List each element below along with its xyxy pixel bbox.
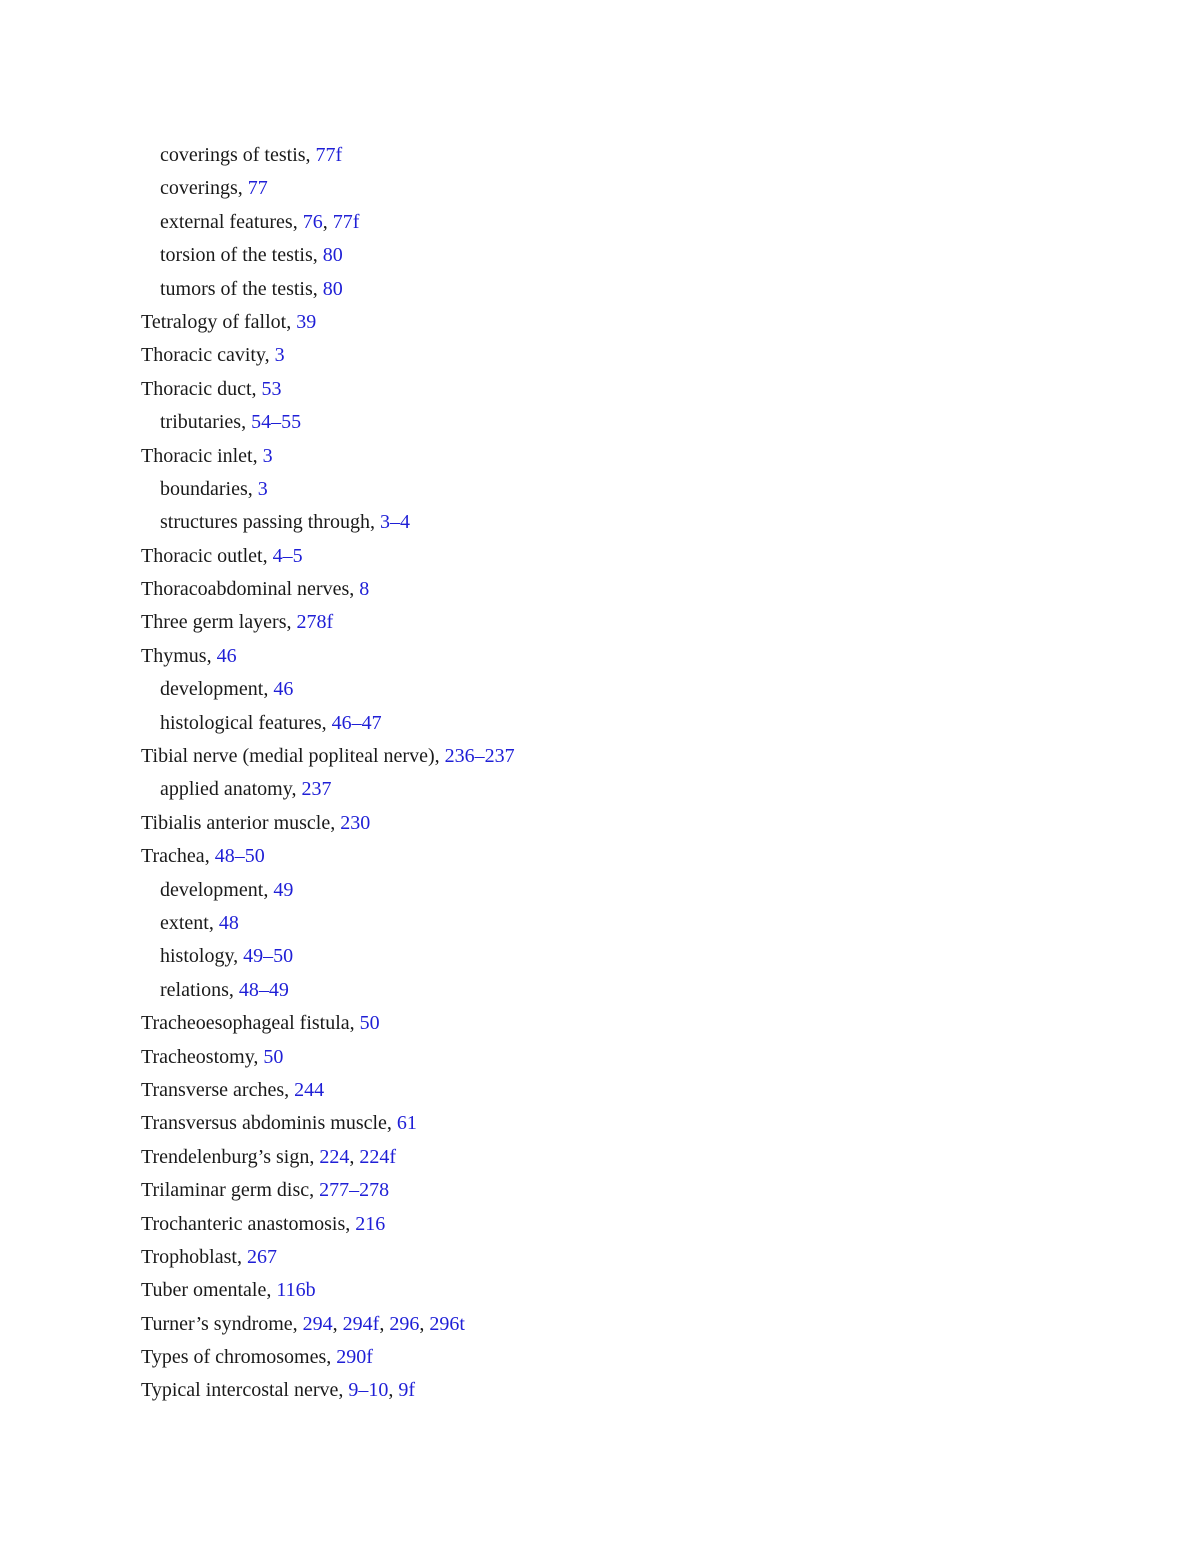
page-reference-link[interactable]: 9f (398, 1379, 416, 1402)
index-entry: Trochanteric anastomosis, 216 (141, 1212, 386, 1235)
index-subentry: coverings of testis, 77f (160, 144, 343, 166)
index-term: coverings (160, 177, 238, 200)
index-term: Thoracoabdominal nerves (141, 578, 350, 601)
index-term: Tetralogy of fallot (141, 310, 287, 333)
page-reference-link[interactable]: 48–49 (238, 978, 289, 1001)
index-term: Trendelenburg’s sign (141, 1145, 310, 1168)
page-reference-link[interactable]: 61 (396, 1112, 417, 1135)
page-reference-link[interactable]: 224f (359, 1145, 397, 1168)
page-reference-link[interactable]: 4–5 (272, 544, 303, 567)
index-term: development (160, 878, 264, 901)
index-entry: Transversus abdominis muscle, 61 (141, 1112, 417, 1135)
index-term: torsion of the testis (160, 244, 313, 267)
page-reference-link[interactable]: 48–50 (214, 845, 265, 868)
index-term: Turner’s syndrome (141, 1312, 293, 1335)
index-term: boundaries (160, 477, 248, 500)
page-reference-link[interactable]: 3 (262, 444, 273, 467)
page-reference-link[interactable]: 39 (296, 310, 317, 333)
index-entry: Thoracic duct, 53 (141, 377, 282, 400)
page-reference-link[interactable]: 53 (261, 377, 282, 400)
index-term: external features (160, 210, 293, 233)
index-entry: Trilaminar germ disc, 277–278 (141, 1179, 390, 1202)
page-reference-link[interactable]: 49 (273, 878, 294, 901)
index-entry: Tetralogy of fallot, 39 (141, 310, 317, 333)
index-term: applied anatomy (160, 778, 292, 801)
page-reference-link[interactable]: 230 (340, 811, 371, 834)
index-subentry: applied anatomy, 237 (160, 778, 332, 801)
page-reference-link[interactable]: 77 (247, 177, 268, 200)
page-reference-link[interactable]: 3–4 (379, 511, 410, 534)
index-entry-list (141, 139, 515, 1408)
index-term: Transversus abdominis muscle (141, 1112, 387, 1135)
index-term: Transverse arches (141, 1078, 285, 1101)
index-subentry: boundaries, 3 (160, 477, 268, 500)
index-entry: Transverse arches, 244 (141, 1078, 325, 1101)
index-term: Tracheostomy (141, 1045, 254, 1068)
index-entry: Typical intercostal nerve, 9–10, 9f (141, 1379, 416, 1402)
page-reference-link[interactable]: 116b (276, 1279, 316, 1302)
page-reference-link[interactable]: 76 (302, 210, 323, 233)
index-term: Trilaminar germ disc (141, 1179, 310, 1202)
index-subentry: development, 46 (160, 678, 294, 701)
page-reference-link[interactable]: 236–237 (444, 745, 515, 768)
index-entry: Turner’s syndrome, 294, 294f, 296, 296t (141, 1312, 465, 1335)
index-term: relations (160, 978, 229, 1001)
index-subentry: tributaries, 54–55 (160, 411, 302, 434)
index-term: Thoracic cavity (141, 344, 265, 367)
index-subentry: coverings, 77 (160, 177, 268, 200)
index-term: Tibial nerve (medial popliteal nerve) (141, 745, 435, 768)
index-term: Typical intercostal nerve (141, 1379, 339, 1402)
page-reference-link[interactable]: 77f (315, 144, 343, 166)
index-entry: Tuber omentale, 116b (141, 1279, 316, 1302)
page-reference-link[interactable]: 277–278 (319, 1179, 390, 1202)
page-reference-link[interactable]: 3 (257, 477, 268, 500)
index-subentry: external features, 76, 77f (160, 210, 360, 233)
page-reference-link[interactable]: 49–50 (243, 945, 294, 968)
index-entry: Tracheostomy, 50 (141, 1045, 284, 1068)
index-term: Types of chromosomes (141, 1346, 327, 1369)
index-subentry: torsion of the testis, 80 (160, 244, 343, 267)
page-reference-link[interactable]: 80 (322, 277, 343, 300)
index-subentry: histological features, 46–47 (160, 711, 382, 734)
index-term: Tuber omentale (141, 1279, 267, 1302)
index-subentry: tumors of the testis, 80 (160, 277, 343, 300)
index-entry: Three germ layers, 278f (141, 611, 334, 634)
index-subentry: relations, 48–49 (160, 978, 289, 1001)
index-entry: Tibialis anterior muscle, 230 (141, 811, 371, 834)
index-subentry: histology, 49–50 (160, 945, 294, 968)
index-entry: Thoracic inlet, 3 (141, 444, 273, 467)
index-term: tumors of the testis (160, 277, 313, 300)
index-term: Trophoblast (141, 1245, 237, 1268)
index-term: tributaries (160, 411, 242, 434)
index-entry: Trendelenburg’s sign, 224, 224f (141, 1145, 397, 1168)
page-reference-link[interactable]: 50 (359, 1012, 380, 1035)
index-term: structures passing through (160, 511, 370, 534)
page-reference-link[interactable]: 77f (332, 210, 360, 233)
page-reference-link[interactable]: 3 (274, 344, 285, 367)
index-term: development (160, 678, 264, 701)
index-entry: Thoracic cavity, 3 (141, 344, 285, 367)
page-reference-link[interactable]: 278f (296, 611, 334, 634)
index-term: coverings of testis (160, 144, 306, 166)
index-entry: Thoracoabdominal nerves, 8 (141, 578, 370, 601)
index-entry: Thoracic outlet, 4–5 (141, 544, 303, 567)
index-entry: Trachea, 48–50 (141, 845, 265, 868)
page-reference-link[interactable]: 9–10 (348, 1379, 389, 1402)
index-term: histological features (160, 711, 322, 734)
page-reference-link[interactable]: 296 (389, 1312, 420, 1335)
index-entry: Trophoblast, 267 (141, 1245, 277, 1268)
index-subentry: development, 49 (160, 878, 294, 901)
index-term: Thoracic inlet (141, 444, 253, 467)
page-reference-link[interactable]: 294 (302, 1312, 333, 1335)
index-term: histology (160, 945, 234, 968)
page-reference-link[interactable]: 50 (263, 1045, 284, 1068)
index-term: Trochanteric anastomosis (141, 1212, 346, 1235)
index-entry: Tracheoesophageal fistula, 50 (141, 1012, 380, 1035)
page-reference-link[interactable]: 294f (342, 1312, 380, 1335)
page-reference-link[interactable]: 80 (322, 244, 343, 267)
page-reference-link[interactable]: 48 (218, 911, 239, 934)
index-entry: Thymus, 46 (141, 644, 237, 667)
index-entry: Types of chromosomes, 290f (141, 1346, 373, 1369)
index-term: Tracheoesophageal fistula (141, 1012, 350, 1035)
index-subentry: extent, 48 (160, 911, 239, 934)
index-term: Tibialis anterior muscle (141, 811, 331, 834)
page-reference-link[interactable]: 54–55 (251, 411, 302, 434)
index-term: Thoracic outlet (141, 544, 263, 567)
page-reference-link[interactable]: 296t (429, 1312, 465, 1335)
index-term: extent (160, 911, 209, 934)
index-term: Trachea (141, 845, 205, 868)
page-reference-link[interactable]: 237 (301, 778, 332, 801)
page-reference-link[interactable]: 8 (359, 578, 370, 601)
index-entry: Tibial nerve (medial popliteal nerve), 236–237 (141, 745, 515, 768)
page-reference-link[interactable]: 46 (273, 678, 294, 701)
page-reference-link[interactable]: 46–47 (331, 711, 382, 734)
index-subentry: structures passing through, 3–4 (160, 511, 410, 534)
page-reference-link[interactable]: 46 (216, 644, 237, 667)
page-reference-link[interactable]: 224 (319, 1145, 350, 1168)
index-term: Thoracic duct (141, 377, 252, 400)
page-reference-link[interactable]: 267 (246, 1245, 277, 1268)
index-term: Three germ layers (141, 611, 287, 634)
page-reference-link[interactable]: 290f (336, 1346, 373, 1369)
index-term: Thymus (141, 644, 207, 667)
page-reference-link[interactable]: 244 (294, 1078, 325, 1101)
page-reference-link[interactable]: 216 (355, 1212, 386, 1235)
